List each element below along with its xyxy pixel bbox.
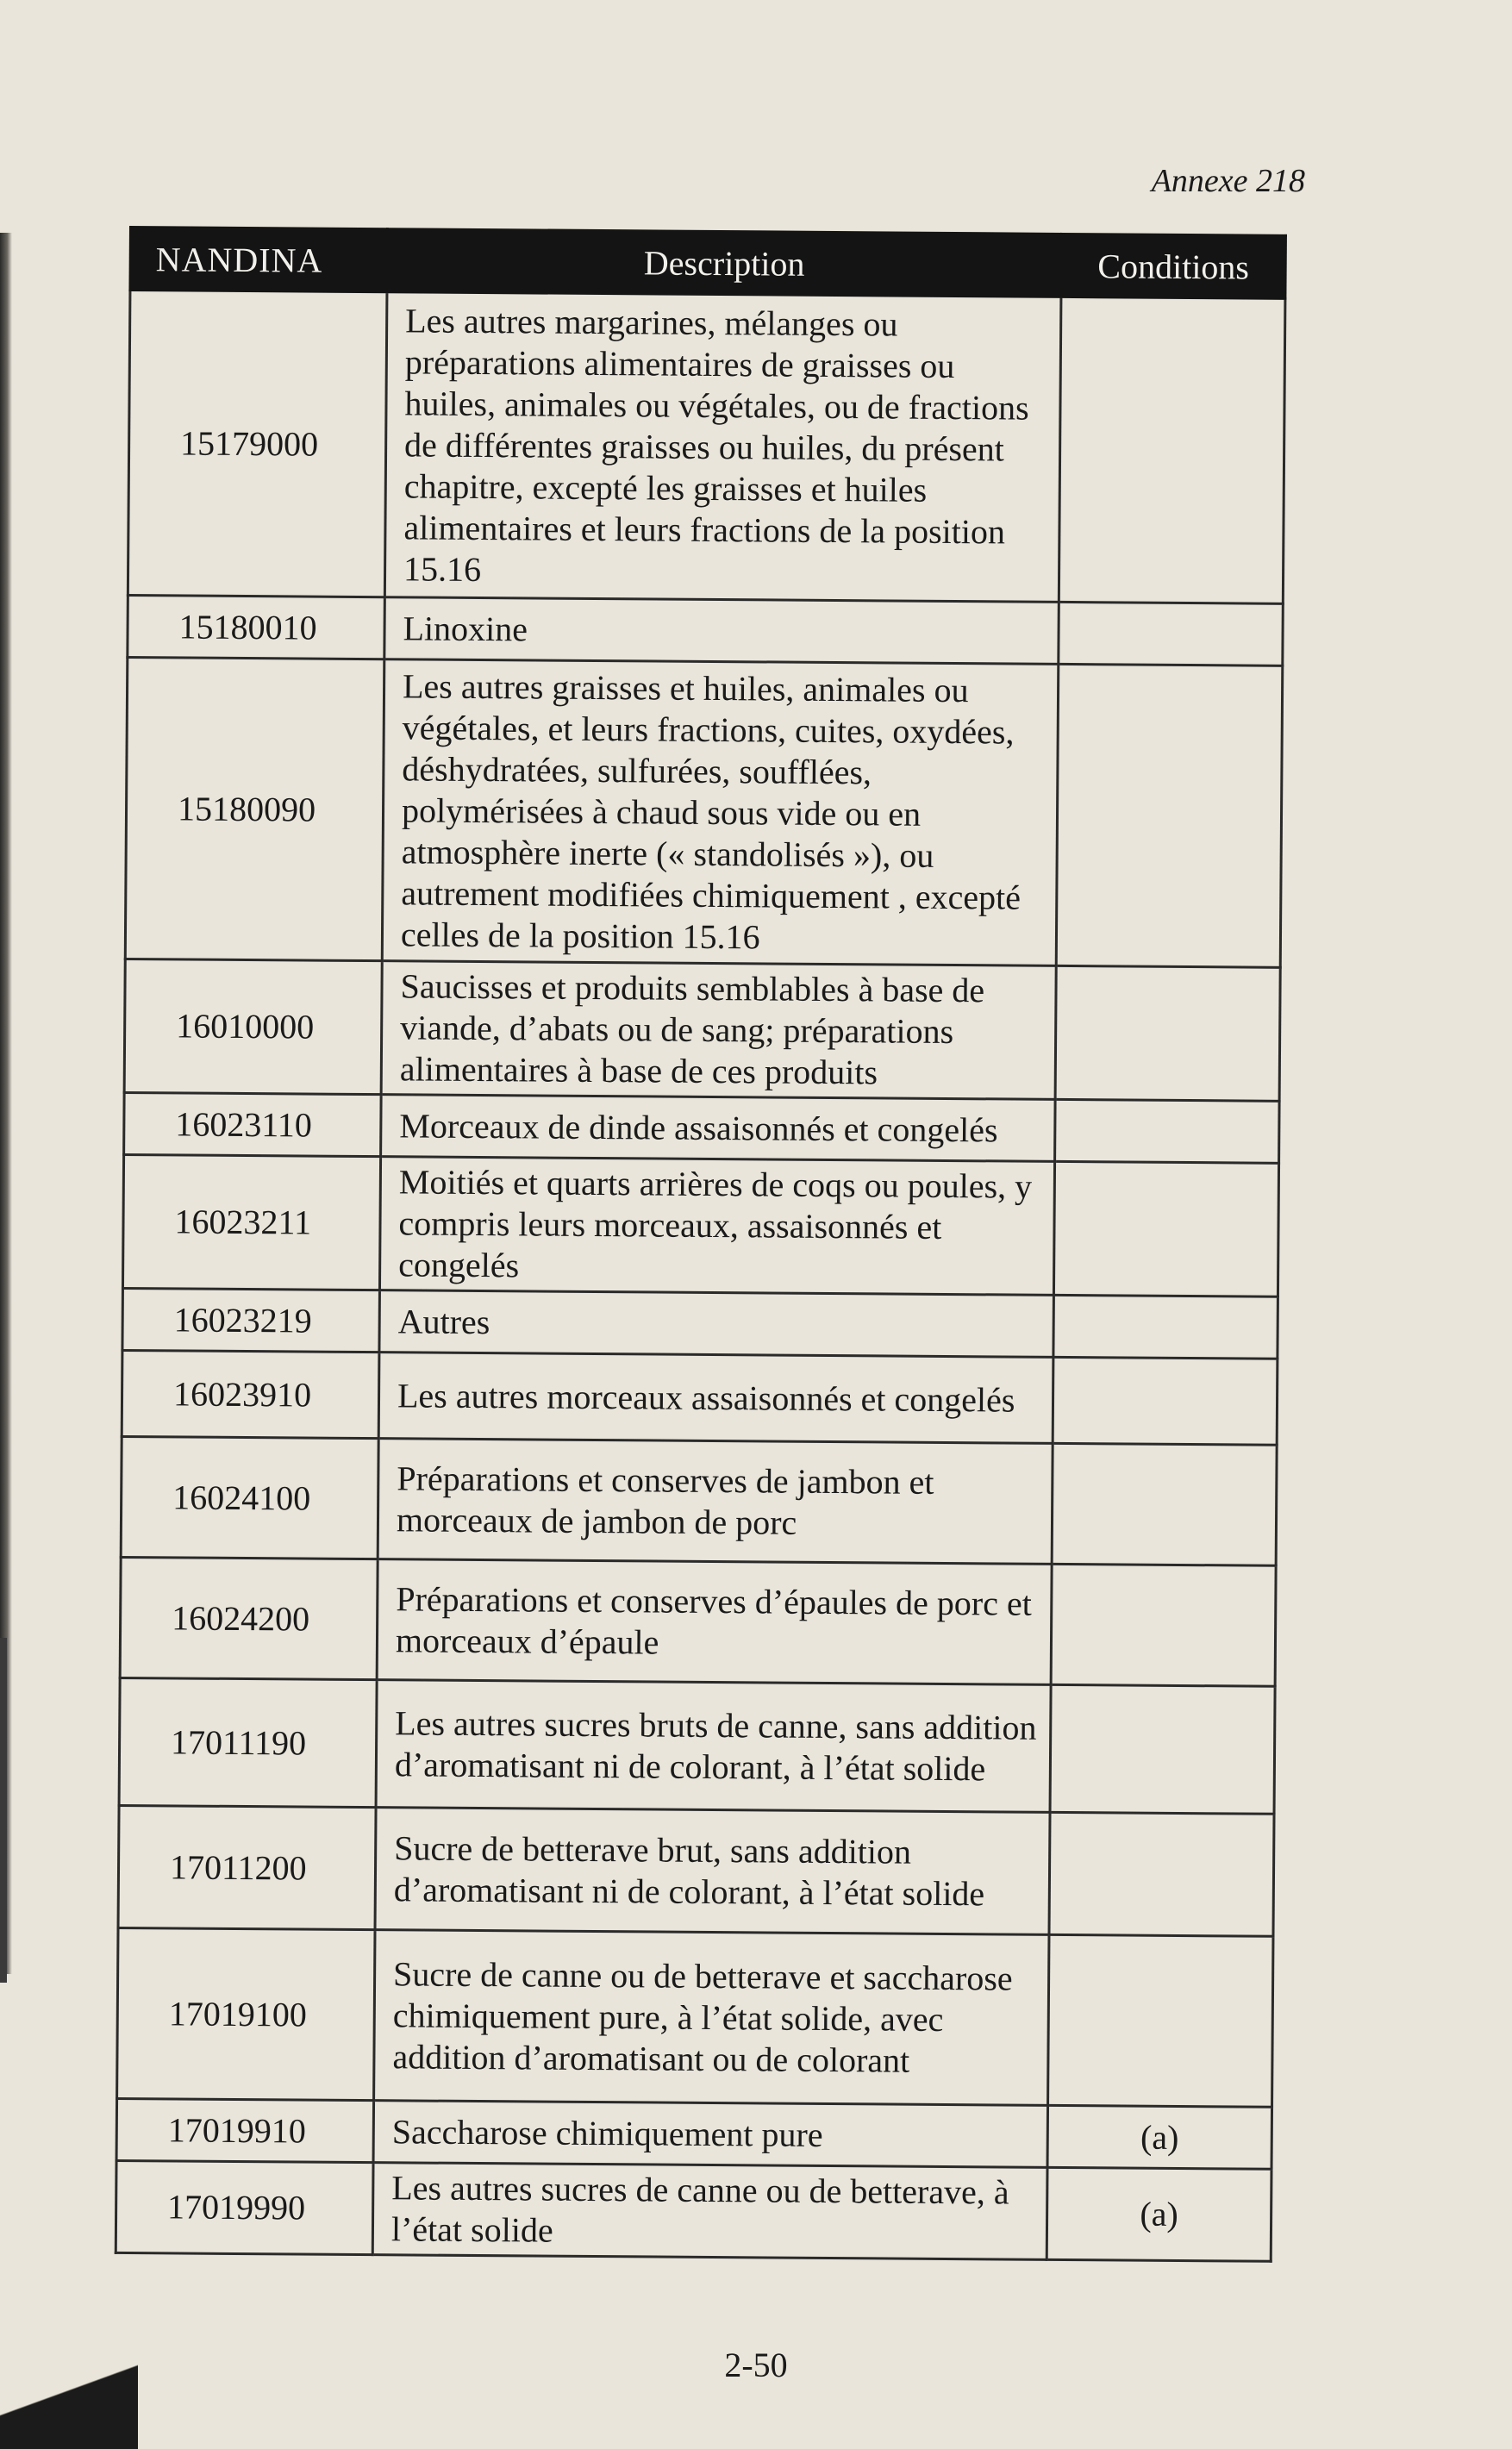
table-row — [124, 959, 1280, 1101]
table-header-row — [130, 228, 1285, 299]
row-description: Autres — [379, 1290, 1054, 1358]
header-description: Description — [387, 229, 1062, 297]
tariff-table-container — [115, 226, 1284, 2263]
table-row — [125, 657, 1283, 967]
table-row — [120, 1557, 1276, 1686]
row-code: 16023110 — [124, 1092, 382, 1156]
page-number: 2-50 — [724, 2346, 788, 2384]
row-conditions — [1053, 1295, 1278, 1359]
row-code: 16010000 — [124, 959, 382, 1094]
header-nandina: NANDINA — [130, 228, 388, 292]
row-description: Moitiés et quarts arrières de coqs ou poules, y compris leurs morceaux, assaisonnés et congelés — [379, 1157, 1054, 1296]
row-conditions — [1053, 1357, 1278, 1445]
row-conditions — [1051, 1564, 1276, 1686]
row-conditions — [1053, 1161, 1278, 1296]
row-conditions — [1049, 1812, 1274, 1936]
row-conditions — [1056, 664, 1283, 967]
row-description: Saucisses et produits semblables à base de viande, d’abats ou de sang; préparations alimentaires à base de ces produits — [381, 961, 1056, 1100]
row-code: 16024100 — [121, 1436, 378, 1559]
row-description: Les autres sucres de canne ou de betterave, à l’état solide — [372, 2163, 1047, 2260]
left-page-edge-lower — [0, 1638, 7, 1983]
row-description: Morceaux de dinde assaisonnés et congelés — [381, 1095, 1056, 1162]
table-row — [124, 1092, 1279, 1163]
row-code: 17019990 — [116, 2160, 373, 2254]
row-code: 16023910 — [122, 1350, 379, 1438]
table-row — [116, 2098, 1271, 2169]
row-description: Les autres graisses et huiles, animales ou végétales, et leurs fractions, cuites, oxydées, déshydratées, sulfurées, soufflées, polymérisées à chaud sous vide ou en atmosphère inerte (« standolisés »), ou autrement modifiées chimiquement , excepté celles de la position 15.16 — [382, 659, 1059, 966]
row-conditions: (a) — [1047, 2105, 1272, 2169]
table-row — [116, 2160, 1271, 2261]
row-description: Linoxine — [384, 597, 1059, 665]
table-row — [121, 1436, 1277, 1565]
table-row — [119, 1677, 1275, 1814]
header-conditions: Conditions — [1061, 234, 1286, 298]
row-code: 17011190 — [119, 1677, 377, 1807]
page-header: Annexe 218 — [1151, 163, 1305, 199]
row-code: 17019910 — [116, 2098, 374, 2162]
row-conditions — [1055, 965, 1280, 1101]
table-row — [118, 1805, 1274, 1936]
row-code: 15180090 — [125, 657, 384, 960]
row-code: 15180010 — [128, 595, 385, 659]
row-conditions — [1059, 602, 1284, 665]
row-description: Saccharose chimiquement pure — [373, 2101, 1048, 2168]
row-code: 16023219 — [122, 1288, 380, 1352]
table-row — [128, 595, 1283, 665]
row-code: 16024200 — [120, 1557, 378, 1679]
row-code: 16023211 — [122, 1154, 380, 1290]
table-row — [128, 291, 1285, 604]
row-conditions — [1050, 1684, 1275, 1814]
row-description: Préparations et conserves d’épaules de porc et morceaux d’épaule — [377, 1559, 1052, 1685]
row-description: Les autres margarines, mélanges ou préparations alimentaires de graisses ou huiles, animales ou végétales, ou de fractions de différentes graisses ou huiles, du présent chapitre, excepté les graisses et huiles alimentaires et leurs fractions de la position 15.16 — [384, 292, 1061, 603]
row-description: Sucre de betterave brut, sans addition d’aromatisant ni de colorant, à l’état solide — [375, 1808, 1050, 1935]
table-row — [117, 1927, 1273, 2107]
table-row — [122, 1350, 1278, 1445]
row-code: 15179000 — [128, 291, 387, 597]
row-description: Les autres morceaux assaisonnés et congelés — [378, 1353, 1053, 1444]
row-conditions — [1052, 1443, 1277, 1565]
table-row — [122, 1288, 1278, 1359]
row-conditions — [1059, 297, 1285, 603]
row-code: 17019100 — [117, 1927, 375, 2100]
tariff-table — [115, 226, 1287, 2263]
row-conditions: (a) — [1047, 2167, 1271, 2261]
row-conditions — [1055, 1099, 1280, 1163]
row-code: 17011200 — [118, 1805, 376, 1929]
row-conditions — [1048, 1934, 1273, 2107]
row-description: Sucre de canne ou de betterave et saccharose chimiquement pure, à l’état solide, avec addition d’aromatisant ou de colorant — [374, 1930, 1049, 2106]
table-row — [122, 1154, 1278, 1296]
row-description: Préparations et conserves de jambon et morceaux de jambon de porc — [378, 1439, 1053, 1565]
row-description: Les autres sucres bruts de canne, sans addition d’aromatisant ni de colorant, à l’état solide — [376, 1680, 1051, 1813]
